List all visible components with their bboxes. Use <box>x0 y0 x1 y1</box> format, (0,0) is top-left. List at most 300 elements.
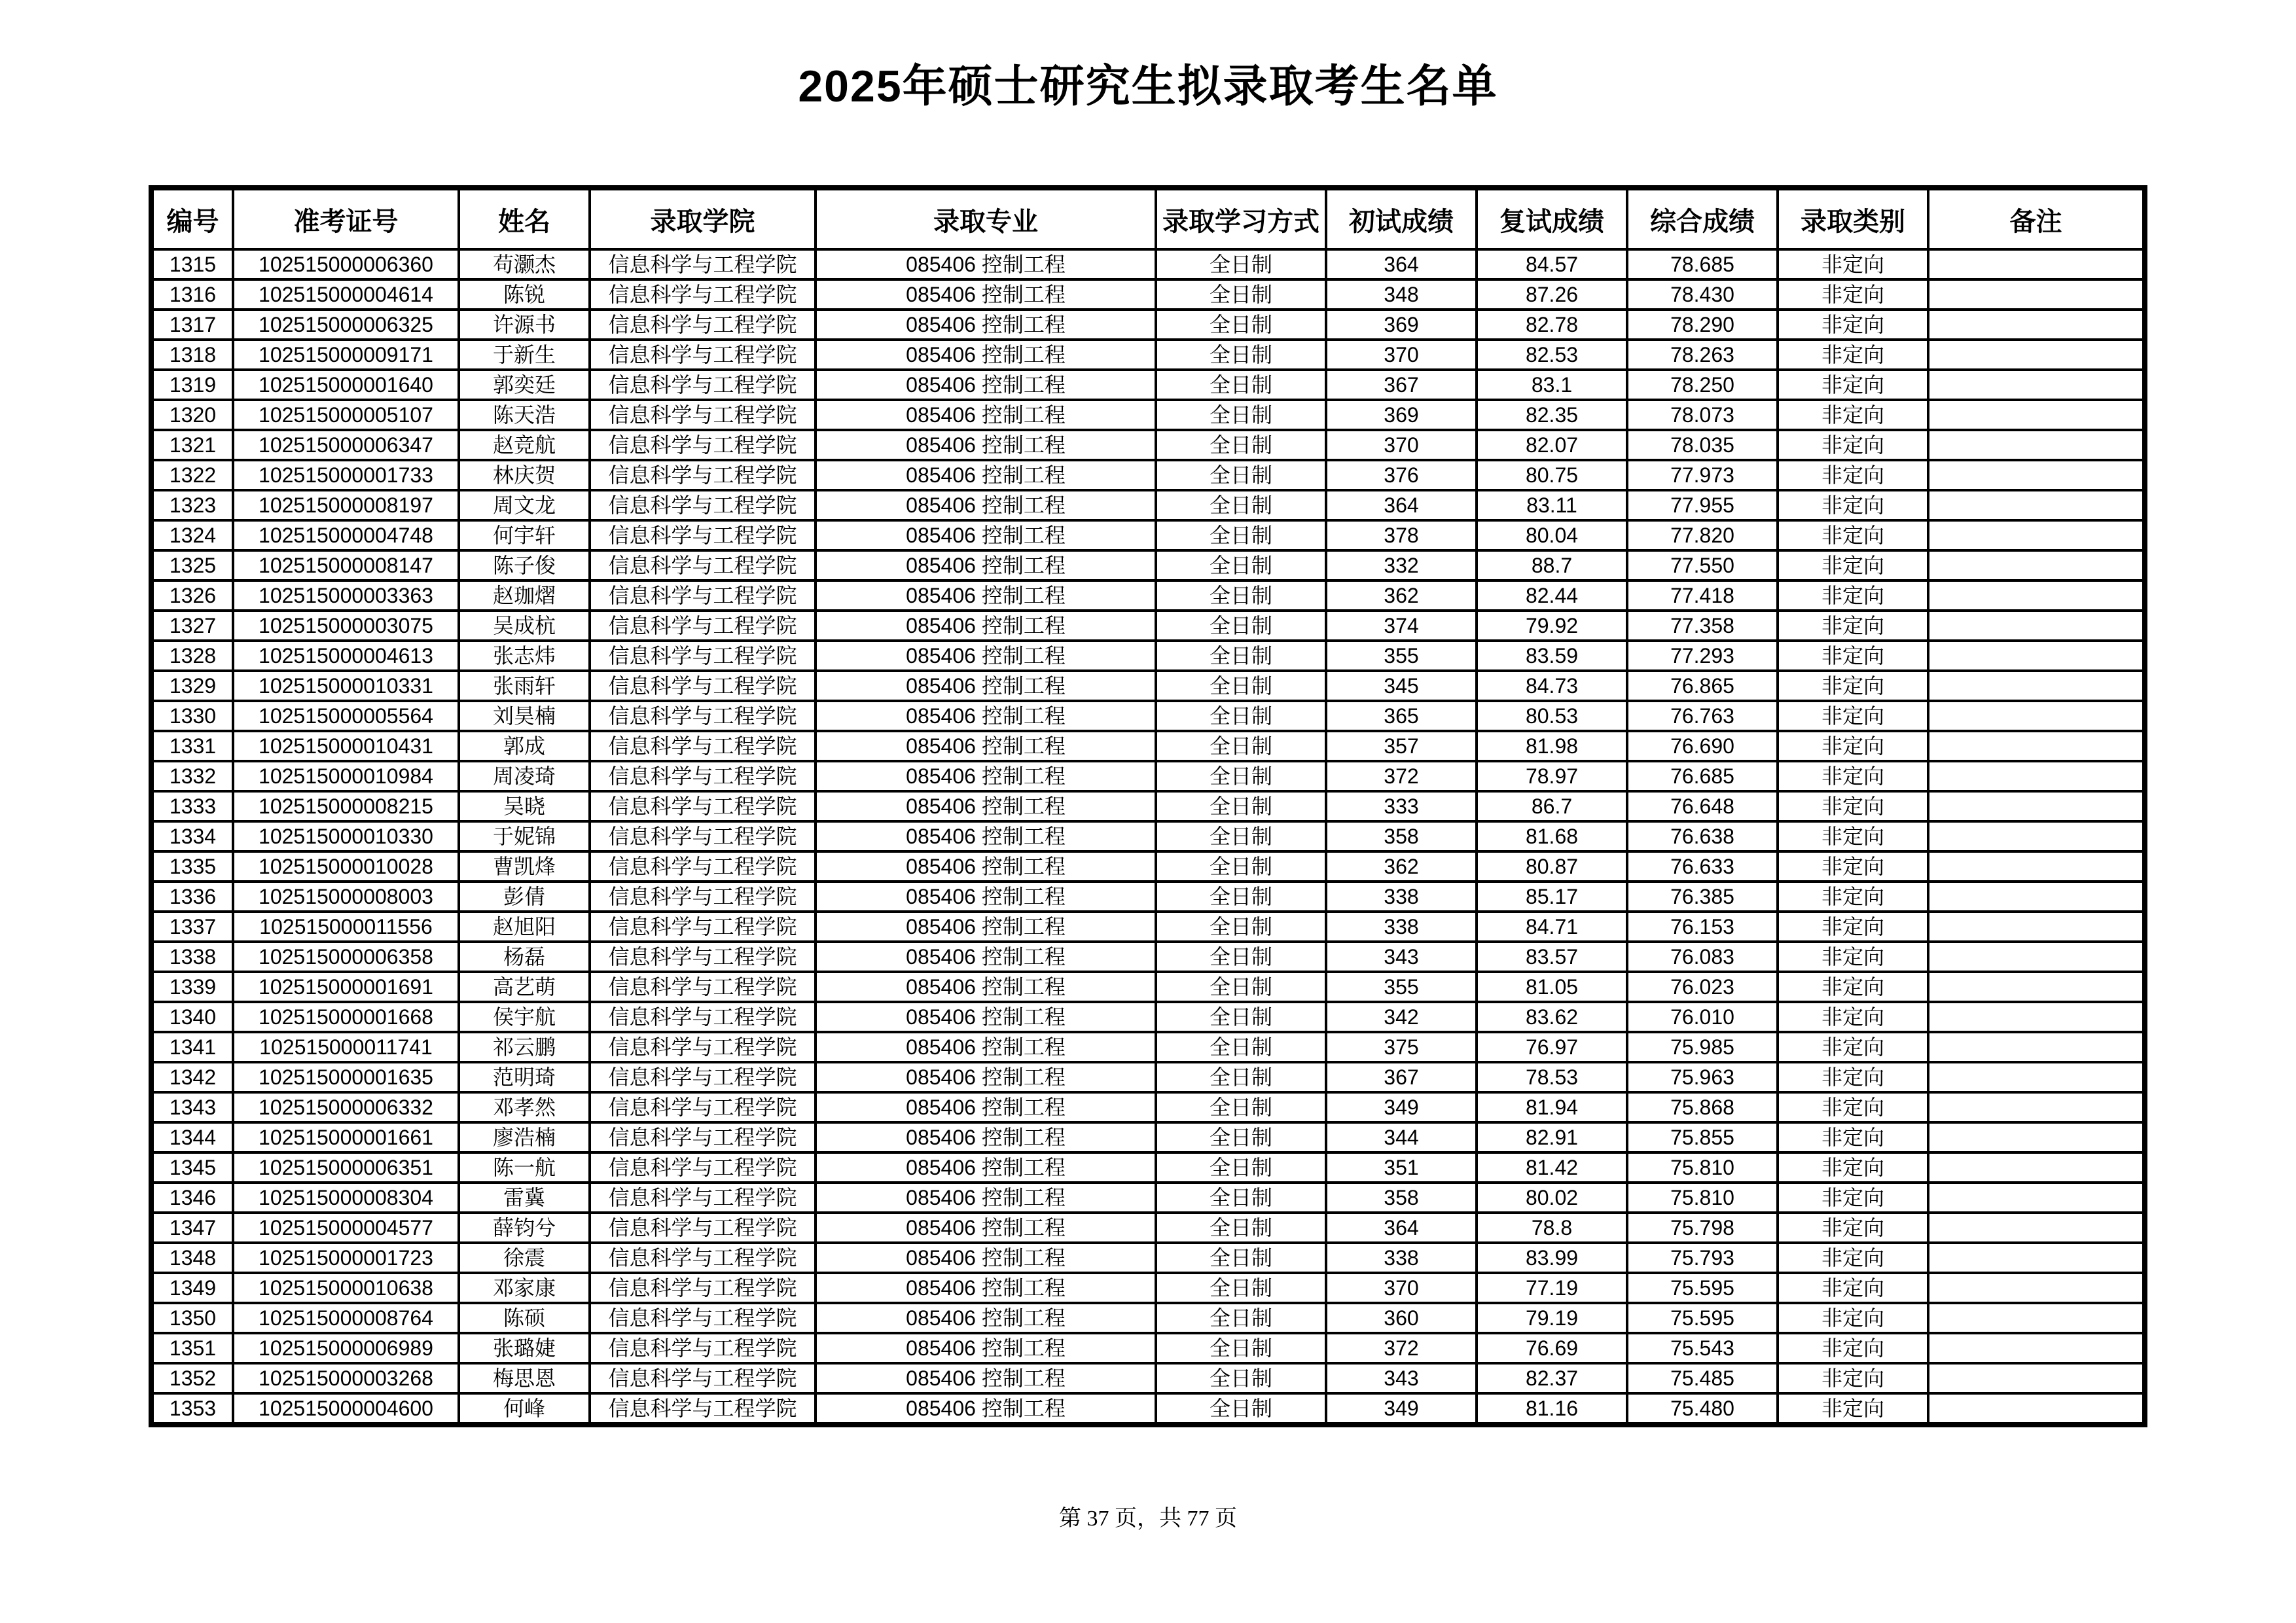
table-cell: 全日制 <box>1156 1273 1326 1303</box>
table-cell: 76.763 <box>1627 701 1778 731</box>
table-cell: 1349 <box>151 1273 233 1303</box>
table-cell: 349 <box>1326 1393 1477 1425</box>
table-cell <box>1928 942 2145 972</box>
table-cell: 102515000011556 <box>233 912 459 942</box>
table-cell <box>1928 1363 2145 1393</box>
table-cell: 雷冀 <box>459 1183 590 1213</box>
table-cell: 非定向 <box>1778 340 1928 370</box>
table-cell: 周凌琦 <box>459 761 590 791</box>
table-cell <box>1928 520 2145 550</box>
table-cell: 1338 <box>151 942 233 972</box>
table-cell: 76.865 <box>1627 671 1778 701</box>
table-cell: 102515000001668 <box>233 1002 459 1032</box>
table-cell: 364 <box>1326 490 1477 520</box>
table-cell <box>1928 249 2145 279</box>
table-cell: 102515000006325 <box>233 310 459 340</box>
table-cell: 信息科学与工程学院 <box>590 1303 816 1333</box>
table-cell: 非定向 <box>1778 671 1928 701</box>
table-cell: 陈天浩 <box>459 400 590 430</box>
table-cell: 102515000004613 <box>233 641 459 671</box>
table-cell: 085406 控制工程 <box>816 460 1156 490</box>
table-cell: 1327 <box>151 611 233 641</box>
table-cell: 1328 <box>151 641 233 671</box>
table-cell: 085406 控制工程 <box>816 1002 1156 1032</box>
table-cell: 085406 控制工程 <box>816 490 1156 520</box>
table-cell: 1331 <box>151 731 233 761</box>
table-cell: 84.71 <box>1477 912 1627 942</box>
table-cell: 76.633 <box>1627 851 1778 882</box>
table-cell <box>1928 430 2145 460</box>
table-row <box>151 1152 2145 1183</box>
table-cell: 高艺萌 <box>459 972 590 1002</box>
table-cell: 张雨轩 <box>459 671 590 701</box>
table-cell: 80.02 <box>1477 1183 1627 1213</box>
table-cell: 085406 控制工程 <box>816 580 1156 611</box>
table-cell: 76.685 <box>1627 761 1778 791</box>
table-cell: 102515000010431 <box>233 731 459 761</box>
table-cell: 102515000003268 <box>233 1363 459 1393</box>
column-header: 录取类别 <box>1778 188 1928 249</box>
table-cell: 369 <box>1326 400 1477 430</box>
table-cell: 376 <box>1326 460 1477 490</box>
table-cell: 非定向 <box>1778 520 1928 550</box>
table-cell: 信息科学与工程学院 <box>590 310 816 340</box>
table-cell: 76.385 <box>1627 882 1778 912</box>
table-cell: 102515000008003 <box>233 882 459 912</box>
table-cell: 1334 <box>151 821 233 851</box>
table-cell: 102515000010331 <box>233 671 459 701</box>
column-header: 录取专业 <box>816 188 1156 249</box>
table-cell: 全日制 <box>1156 550 1326 580</box>
table-cell: 全日制 <box>1156 310 1326 340</box>
table-cell <box>1928 882 2145 912</box>
table-cell: 344 <box>1326 1122 1477 1152</box>
table-cell: 355 <box>1326 641 1477 671</box>
table-cell: 信息科学与工程学院 <box>590 1092 816 1122</box>
table-row <box>151 1062 2145 1092</box>
table-cell: 全日制 <box>1156 912 1326 942</box>
table-cell: 085406 控制工程 <box>816 821 1156 851</box>
table-cell: 1315 <box>151 249 233 279</box>
table-cell: 信息科学与工程学院 <box>590 340 816 370</box>
table-row <box>151 972 2145 1002</box>
table-cell: 1336 <box>151 882 233 912</box>
table-cell: 102515000006360 <box>233 249 459 279</box>
table-cell: 79.92 <box>1477 611 1627 641</box>
table-row <box>151 1303 2145 1333</box>
table-cell <box>1928 791 2145 821</box>
table-cell: 085406 控制工程 <box>816 1303 1156 1333</box>
table-cell: 085406 控制工程 <box>816 731 1156 761</box>
table-cell: 赵旭阳 <box>459 912 590 942</box>
table-cell: 085406 控制工程 <box>816 671 1156 701</box>
table-cell: 102515000010984 <box>233 761 459 791</box>
table-cell: 085406 控制工程 <box>816 370 1156 400</box>
table-cell: 82.07 <box>1477 430 1627 460</box>
table-cell: 88.7 <box>1477 550 1627 580</box>
table-cell <box>1928 1303 2145 1333</box>
table-cell <box>1928 370 2145 400</box>
table-cell: 085406 控制工程 <box>816 1363 1156 1393</box>
table-cell <box>1928 340 2145 370</box>
table-cell: 76.083 <box>1627 942 1778 972</box>
table-cell: 全日制 <box>1156 460 1326 490</box>
table-cell: 非定向 <box>1778 912 1928 942</box>
table-row <box>151 821 2145 851</box>
table-cell: 102515000006351 <box>233 1152 459 1183</box>
table-cell: 102515000001635 <box>233 1062 459 1092</box>
table-cell: 77.418 <box>1627 580 1778 611</box>
table-cell: 赵珈熠 <box>459 580 590 611</box>
table-cell: 76.97 <box>1477 1032 1627 1062</box>
table-cell: 全日制 <box>1156 520 1326 550</box>
table-row <box>151 400 2145 430</box>
table-cell: 82.53 <box>1477 340 1627 370</box>
table-cell: 全日制 <box>1156 731 1326 761</box>
table-cell: 351 <box>1326 1152 1477 1183</box>
table-cell: 75.985 <box>1627 1032 1778 1062</box>
table-cell: 085406 控制工程 <box>816 1032 1156 1062</box>
column-header: 备注 <box>1928 188 2145 249</box>
table-cell: 陈子俊 <box>459 550 590 580</box>
table-cell: 全日制 <box>1156 942 1326 972</box>
table-cell: 全日制 <box>1156 611 1326 641</box>
column-header: 复试成绩 <box>1477 188 1627 249</box>
table-cell: 364 <box>1326 249 1477 279</box>
table-cell: 82.44 <box>1477 580 1627 611</box>
table-cell: 75.543 <box>1627 1333 1778 1363</box>
table-row <box>151 1393 2145 1425</box>
column-header: 初试成绩 <box>1326 188 1477 249</box>
table-cell: 085406 控制工程 <box>816 340 1156 370</box>
table-cell: 375 <box>1326 1032 1477 1062</box>
table-cell: 于妮锦 <box>459 821 590 851</box>
table-cell: 355 <box>1326 972 1477 1002</box>
table-cell: 信息科学与工程学院 <box>590 279 816 310</box>
table-cell <box>1928 671 2145 701</box>
table-cell: 75.798 <box>1627 1213 1778 1243</box>
table-row <box>151 791 2145 821</box>
table-cell: 1320 <box>151 400 233 430</box>
table-cell: 全日制 <box>1156 851 1326 882</box>
table-cell: 全日制 <box>1156 400 1326 430</box>
table-row <box>151 882 2145 912</box>
table-cell: 362 <box>1326 851 1477 882</box>
table-cell: 非定向 <box>1778 942 1928 972</box>
table-cell: 信息科学与工程学院 <box>590 249 816 279</box>
table-cell: 非定向 <box>1778 851 1928 882</box>
table-cell: 102515000008147 <box>233 550 459 580</box>
table-cell: 非定向 <box>1778 611 1928 641</box>
table-cell: 76.638 <box>1627 821 1778 851</box>
table-cell: 信息科学与工程学院 <box>590 821 816 851</box>
table-cell: 085406 控制工程 <box>816 1243 1156 1273</box>
table-cell: 信息科学与工程学院 <box>590 430 816 460</box>
table-cell: 76.690 <box>1627 731 1778 761</box>
table-cell: 360 <box>1326 1303 1477 1333</box>
table-row <box>151 761 2145 791</box>
table-cell: 非定向 <box>1778 1183 1928 1213</box>
table-cell: 信息科学与工程学院 <box>590 1213 816 1243</box>
table-cell: 信息科学与工程学院 <box>590 490 816 520</box>
table-cell: 358 <box>1326 1183 1477 1213</box>
table-cell: 78.8 <box>1477 1213 1627 1243</box>
table-cell: 349 <box>1326 1092 1477 1122</box>
table-row <box>151 340 2145 370</box>
table-cell: 全日制 <box>1156 972 1326 1002</box>
table-cell: 1339 <box>151 972 233 1002</box>
table-cell: 372 <box>1326 761 1477 791</box>
table-cell <box>1928 490 2145 520</box>
table-cell: 362 <box>1326 580 1477 611</box>
table-cell: 全日制 <box>1156 1183 1326 1213</box>
table-cell: 1340 <box>151 1002 233 1032</box>
table-cell: 78.035 <box>1627 430 1778 460</box>
table-cell: 87.26 <box>1477 279 1627 310</box>
table-cell: 370 <box>1326 430 1477 460</box>
table-row <box>151 279 2145 310</box>
table-cell: 75.595 <box>1627 1303 1778 1333</box>
table-cell: 333 <box>1326 791 1477 821</box>
table-cell <box>1928 611 2145 641</box>
table-cell: 085406 控制工程 <box>816 791 1156 821</box>
table-cell: 102515000001733 <box>233 460 459 490</box>
table-cell: 1344 <box>151 1122 233 1152</box>
table-cell: 信息科学与工程学院 <box>590 972 816 1002</box>
table-cell: 343 <box>1326 942 1477 972</box>
table-cell: 342 <box>1326 1002 1477 1032</box>
table-cell: 非定向 <box>1778 972 1928 1002</box>
table-cell <box>1928 731 2145 761</box>
table-cell: 102515000008197 <box>233 490 459 520</box>
table-cell: 77.820 <box>1627 520 1778 550</box>
table-cell: 085406 控制工程 <box>816 942 1156 972</box>
table-cell: 全日制 <box>1156 490 1326 520</box>
table-cell: 085406 控制工程 <box>816 550 1156 580</box>
table-cell: 085406 控制工程 <box>816 851 1156 882</box>
table-cell <box>1928 972 2145 1002</box>
table-cell: 信息科学与工程学院 <box>590 1062 816 1092</box>
table-row <box>151 520 2145 550</box>
table-cell: 102515000008764 <box>233 1303 459 1333</box>
table-cell: 信息科学与工程学院 <box>590 761 816 791</box>
table-cell: 76.153 <box>1627 912 1778 942</box>
table-cell: 82.37 <box>1477 1363 1627 1393</box>
table-cell: 信息科学与工程学院 <box>590 1393 816 1425</box>
table-cell: 83.1 <box>1477 370 1627 400</box>
table-cell: 085406 控制工程 <box>816 1122 1156 1152</box>
admission-table <box>149 185 2147 1427</box>
table-cell: 102515000001691 <box>233 972 459 1002</box>
table-cell <box>1928 701 2145 731</box>
table-cell: 1332 <box>151 761 233 791</box>
table-cell: 信息科学与工程学院 <box>590 912 816 942</box>
table-cell: 非定向 <box>1778 701 1928 731</box>
table-cell <box>1928 1122 2145 1152</box>
table-cell: 83.99 <box>1477 1243 1627 1273</box>
table-cell: 非定向 <box>1778 641 1928 671</box>
table-cell: 吴晓 <box>459 791 590 821</box>
table-cell: 80.75 <box>1477 460 1627 490</box>
table-cell <box>1928 912 2145 942</box>
table-cell: 邓孝然 <box>459 1092 590 1122</box>
table-cell <box>1928 460 2145 490</box>
table-cell: 非定向 <box>1778 791 1928 821</box>
table-cell: 非定向 <box>1778 882 1928 912</box>
table-cell: 信息科学与工程学院 <box>590 611 816 641</box>
table-cell: 102515000006347 <box>233 430 459 460</box>
table-cell: 1317 <box>151 310 233 340</box>
table-cell: 全日制 <box>1156 1213 1326 1243</box>
table-cell: 全日制 <box>1156 1002 1326 1032</box>
table-cell: 1345 <box>151 1152 233 1183</box>
table-cell: 全日制 <box>1156 1062 1326 1092</box>
table-row <box>151 1002 2145 1032</box>
table-cell: 372 <box>1326 1333 1477 1363</box>
table-cell: 085406 控制工程 <box>816 1183 1156 1213</box>
table-cell: 1341 <box>151 1032 233 1062</box>
table-cell: 信息科学与工程学院 <box>590 1183 816 1213</box>
table-cell: 085406 控制工程 <box>816 520 1156 550</box>
table-cell: 1329 <box>151 671 233 701</box>
table-row <box>151 1213 2145 1243</box>
table-cell: 370 <box>1326 340 1477 370</box>
table-cell: 全日制 <box>1156 1092 1326 1122</box>
table-cell: 非定向 <box>1778 550 1928 580</box>
table-row <box>151 430 2145 460</box>
table-cell: 76.023 <box>1627 972 1778 1002</box>
table-cell: 非定向 <box>1778 1152 1928 1183</box>
table-cell: 102515000010330 <box>233 821 459 851</box>
table-cell: 侯宇航 <box>459 1002 590 1032</box>
table-cell: 332 <box>1326 550 1477 580</box>
table-cell <box>1928 1152 2145 1183</box>
table-cell: 全日制 <box>1156 1032 1326 1062</box>
table-cell: 非定向 <box>1778 279 1928 310</box>
table-cell: 廖浩楠 <box>459 1122 590 1152</box>
table-cell: 信息科学与工程学院 <box>590 1032 816 1062</box>
table-cell: 1337 <box>151 912 233 942</box>
table-cell: 1350 <box>151 1303 233 1333</box>
table-cell: 75.480 <box>1627 1393 1778 1425</box>
table-cell <box>1928 1243 2145 1273</box>
table-cell: 非定向 <box>1778 731 1928 761</box>
table-cell: 085406 控制工程 <box>816 310 1156 340</box>
table-cell: 信息科学与工程学院 <box>590 791 816 821</box>
table-cell: 75.595 <box>1627 1273 1778 1303</box>
table-cell: 邓家康 <box>459 1273 590 1303</box>
table-cell: 76.69 <box>1477 1333 1627 1363</box>
table-cell: 367 <box>1326 370 1477 400</box>
table-row <box>151 490 2145 520</box>
table-row <box>151 310 2145 340</box>
table-cell: 085406 控制工程 <box>816 1092 1156 1122</box>
table-cell: 102515000003075 <box>233 611 459 641</box>
table-cell: 75.963 <box>1627 1062 1778 1092</box>
table-cell: 全日制 <box>1156 791 1326 821</box>
table-row <box>151 370 2145 400</box>
table-cell: 82.91 <box>1477 1122 1627 1152</box>
table-cell: 77.955 <box>1627 490 1778 520</box>
table-cell: 苟灏杰 <box>459 249 590 279</box>
column-header: 综合成绩 <box>1627 188 1778 249</box>
table-cell: 信息科学与工程学院 <box>590 882 816 912</box>
table-cell <box>1928 761 2145 791</box>
table-cell: 78.290 <box>1627 310 1778 340</box>
table-cell: 全日制 <box>1156 370 1326 400</box>
table-cell: 75.868 <box>1627 1092 1778 1122</box>
table-cell: 82.78 <box>1477 310 1627 340</box>
table-cell: 085406 控制工程 <box>816 972 1156 1002</box>
table-cell: 杨磊 <box>459 942 590 972</box>
table-row <box>151 611 2145 641</box>
table-cell <box>1928 821 2145 851</box>
table-cell: 全日制 <box>1156 1243 1326 1273</box>
table-cell: 77.550 <box>1627 550 1778 580</box>
table-cell: 1318 <box>151 340 233 370</box>
table-row <box>151 851 2145 882</box>
table-cell: 1347 <box>151 1213 233 1243</box>
table-cell: 085406 控制工程 <box>816 279 1156 310</box>
table-cell: 信息科学与工程学院 <box>590 1363 816 1393</box>
table-cell: 085406 控制工程 <box>816 430 1156 460</box>
table-row <box>151 1363 2145 1393</box>
table-cell: 非定向 <box>1778 821 1928 851</box>
table-cell: 364 <box>1326 1213 1477 1243</box>
table-cell: 83.62 <box>1477 1002 1627 1032</box>
table-cell: 信息科学与工程学院 <box>590 1122 816 1152</box>
table-cell: 全日制 <box>1156 580 1326 611</box>
table-cell <box>1928 279 2145 310</box>
table-cell: 非定向 <box>1778 370 1928 400</box>
table-cell <box>1928 851 2145 882</box>
table-cell: 83.59 <box>1477 641 1627 671</box>
table-cell: 085406 控制工程 <box>816 611 1156 641</box>
table-cell: 358 <box>1326 821 1477 851</box>
table-cell: 信息科学与工程学院 <box>590 460 816 490</box>
table-cell: 非定向 <box>1778 249 1928 279</box>
table-cell: 郭奕廷 <box>459 370 590 400</box>
table-cell: 1335 <box>151 851 233 882</box>
table-cell: 陈锐 <box>459 279 590 310</box>
table-cell: 085406 控制工程 <box>816 882 1156 912</box>
table-cell: 何峰 <box>459 1393 590 1425</box>
table-cell: 非定向 <box>1778 460 1928 490</box>
table-cell: 1330 <box>151 701 233 731</box>
table-cell: 81.05 <box>1477 972 1627 1002</box>
table-cell: 83.11 <box>1477 490 1627 520</box>
table-cell: 102515000010028 <box>233 851 459 882</box>
page-title: 2025年硕士研究生拟录取考生名单 <box>798 62 1498 111</box>
table-cell <box>1928 310 2145 340</box>
table-cell: 信息科学与工程学院 <box>590 1243 816 1273</box>
table-cell: 85.17 <box>1477 882 1627 912</box>
table-cell: 非定向 <box>1778 1002 1928 1032</box>
table-cell: 338 <box>1326 882 1477 912</box>
table-cell: 全日制 <box>1156 430 1326 460</box>
table-cell <box>1928 1002 2145 1032</box>
table-cell: 梅思恩 <box>459 1363 590 1393</box>
table-cell: 78.263 <box>1627 340 1778 370</box>
table-cell: 全日制 <box>1156 671 1326 701</box>
table-cell: 77.293 <box>1627 641 1778 671</box>
table-cell: 102515000003363 <box>233 580 459 611</box>
table-cell: 非定向 <box>1778 580 1928 611</box>
table-cell: 信息科学与工程学院 <box>590 400 816 430</box>
table-cell: 378 <box>1326 520 1477 550</box>
table-cell: 102515000004748 <box>233 520 459 550</box>
table-cell: 非定向 <box>1778 490 1928 520</box>
